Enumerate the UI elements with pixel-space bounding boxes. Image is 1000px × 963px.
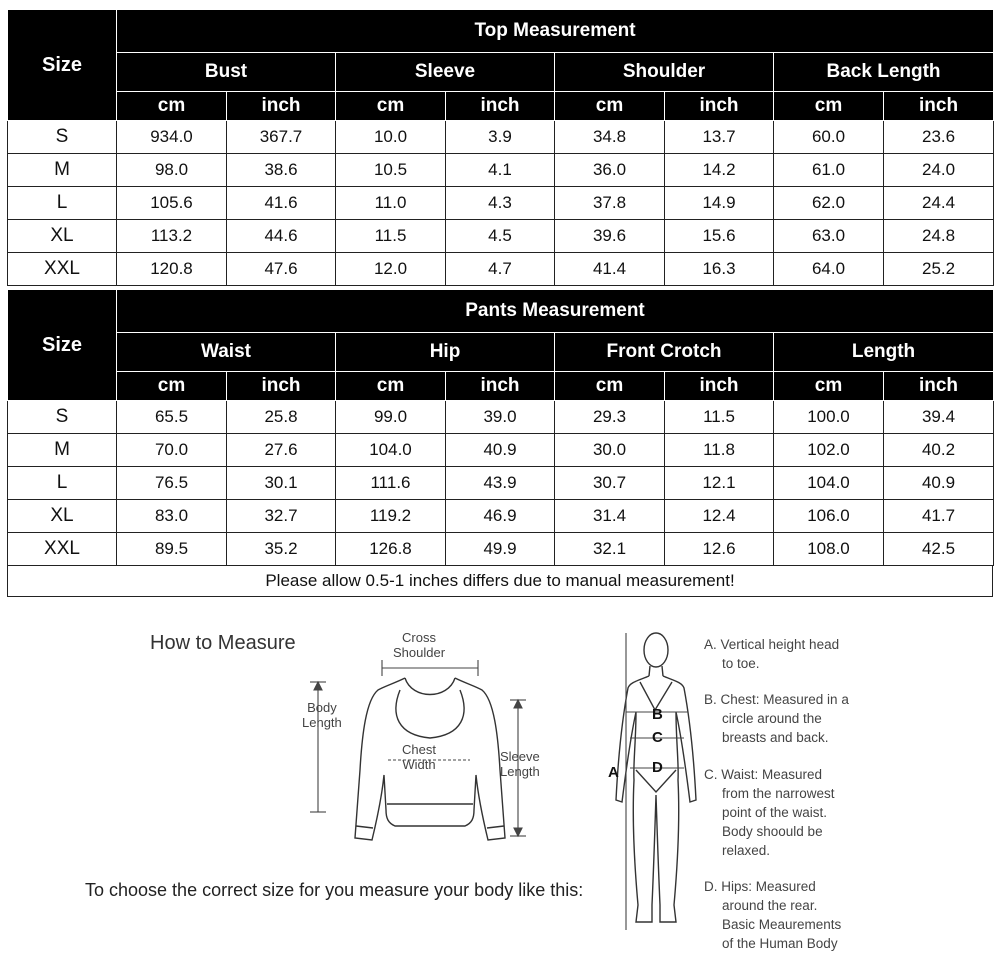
value-cell: 23.6 bbox=[884, 121, 994, 154]
value-cell: 46.9 bbox=[446, 500, 555, 533]
legend-d: D. Hips: Measured around the rear. Basic Meaurements of the Human Body bbox=[704, 879, 842, 951]
value-cell: 11.0 bbox=[336, 187, 446, 220]
value-cell: 63.0 bbox=[774, 220, 884, 253]
value-cell: 102.0 bbox=[774, 434, 884, 467]
value-cell: 41.4 bbox=[555, 253, 665, 286]
letter-c: C bbox=[652, 729, 663, 746]
letter-a: A bbox=[608, 764, 619, 781]
size-cell: XXL bbox=[8, 253, 117, 286]
unit-header-cm: cm bbox=[555, 92, 665, 121]
value-cell: 32.1 bbox=[555, 533, 665, 566]
value-cell: 14.9 bbox=[665, 187, 774, 220]
group-header: Bust bbox=[117, 53, 336, 92]
value-cell: 76.5 bbox=[117, 467, 227, 500]
value-cell: 61.0 bbox=[774, 154, 884, 187]
value-cell: 49.9 bbox=[446, 533, 555, 566]
value-cell: 40.2 bbox=[884, 434, 994, 467]
value-cell: 38.6 bbox=[227, 154, 336, 187]
unit-header-cm: cm bbox=[336, 372, 446, 401]
size-cell: M bbox=[8, 434, 117, 467]
unit-header-cm: cm bbox=[774, 372, 884, 401]
value-cell: 104.0 bbox=[336, 434, 446, 467]
group-header: Hip bbox=[336, 333, 555, 372]
value-cell: 65.5 bbox=[117, 401, 227, 434]
value-cell: 3.9 bbox=[446, 121, 555, 154]
sleeve-length-label: Sleeve Length bbox=[500, 749, 540, 779]
value-cell: 30.1 bbox=[227, 467, 336, 500]
value-cell: 39.6 bbox=[555, 220, 665, 253]
human-figure bbox=[616, 633, 696, 922]
unit-header-inch: inch bbox=[227, 92, 336, 121]
value-cell: 16.3 bbox=[665, 253, 774, 286]
measurement-note: Please allow 0.5-1 inches differs due to manual measurement! bbox=[7, 566, 993, 597]
value-cell: 34.8 bbox=[555, 121, 665, 154]
value-cell: 40.9 bbox=[446, 434, 555, 467]
letter-b: B bbox=[652, 706, 663, 723]
value-cell: 29.3 bbox=[555, 401, 665, 434]
value-cell: 4.5 bbox=[446, 220, 555, 253]
unit-header-inch: inch bbox=[884, 372, 994, 401]
value-cell: 106.0 bbox=[774, 500, 884, 533]
value-cell: 98.0 bbox=[117, 154, 227, 187]
value-cell: 99.0 bbox=[336, 401, 446, 434]
value-cell: 36.0 bbox=[555, 154, 665, 187]
unit-header-cm: cm bbox=[117, 372, 227, 401]
unit-header-cm: cm bbox=[774, 92, 884, 121]
value-cell: 100.0 bbox=[774, 401, 884, 434]
group-header: Waist bbox=[117, 333, 336, 372]
unit-header-cm: cm bbox=[336, 92, 446, 121]
value-cell: 14.2 bbox=[665, 154, 774, 187]
value-cell: 41.7 bbox=[884, 500, 994, 533]
value-cell: 12.1 bbox=[665, 467, 774, 500]
legend-b: B. Chest: Measured in a circle around the breasts and back. bbox=[704, 692, 849, 745]
size-cell: XL bbox=[8, 500, 117, 533]
value-cell: 367.7 bbox=[227, 121, 336, 154]
value-cell: 119.2 bbox=[336, 500, 446, 533]
value-cell: 44.6 bbox=[227, 220, 336, 253]
value-cell: 11.5 bbox=[336, 220, 446, 253]
sleeve-cuff-right bbox=[487, 826, 504, 828]
value-cell: 27.6 bbox=[227, 434, 336, 467]
size-cell: L bbox=[8, 467, 117, 500]
value-cell: 24.0 bbox=[884, 154, 994, 187]
how-to-measure-title: How to Measure bbox=[150, 632, 296, 654]
value-cell: 24.4 bbox=[884, 187, 994, 220]
unit-header-inch: inch bbox=[446, 372, 555, 401]
value-cell: 39.4 bbox=[884, 401, 994, 434]
legend-a: A. Vertical height head to toe. bbox=[704, 637, 840, 671]
value-cell: 62.0 bbox=[774, 187, 884, 220]
value-cell: 64.0 bbox=[774, 253, 884, 286]
group-header: Front Crotch bbox=[555, 333, 774, 372]
size-cell: L bbox=[8, 187, 117, 220]
unit-header-cm: cm bbox=[117, 92, 227, 121]
figure-head bbox=[644, 633, 668, 667]
size-cell: S bbox=[8, 401, 117, 434]
group-header: Length bbox=[774, 333, 994, 372]
size-header: Size bbox=[8, 290, 117, 401]
legend-c: C. Waist: Measured from the narrowest point of the waist. Body shoould be relaxed. bbox=[704, 767, 835, 858]
value-cell: 31.4 bbox=[555, 500, 665, 533]
group-header: Sleeve bbox=[336, 53, 555, 92]
value-cell: 42.5 bbox=[884, 533, 994, 566]
value-cell: 11.8 bbox=[665, 434, 774, 467]
value-cell: 11.5 bbox=[665, 401, 774, 434]
value-cell: 47.6 bbox=[227, 253, 336, 286]
value-cell: 113.2 bbox=[117, 220, 227, 253]
value-cell: 30.0 bbox=[555, 434, 665, 467]
value-cell: 39.0 bbox=[446, 401, 555, 434]
unit-header-inch: inch bbox=[665, 92, 774, 121]
value-cell: 105.6 bbox=[117, 187, 227, 220]
value-cell: 89.5 bbox=[117, 533, 227, 566]
unit-header-inch: inch bbox=[884, 92, 994, 121]
value-cell: 104.0 bbox=[774, 467, 884, 500]
sweater-neckline bbox=[405, 678, 455, 695]
value-cell: 24.8 bbox=[884, 220, 994, 253]
value-cell: 32.7 bbox=[227, 500, 336, 533]
body-length-label: Body Length bbox=[302, 700, 342, 730]
letter-d: D bbox=[652, 759, 663, 776]
value-cell: 12.0 bbox=[336, 253, 446, 286]
value-cell: 120.8 bbox=[117, 253, 227, 286]
value-cell: 10.0 bbox=[336, 121, 446, 154]
value-cell: 43.9 bbox=[446, 467, 555, 500]
size-header: Size bbox=[8, 10, 117, 121]
unit-header-inch: inch bbox=[446, 92, 555, 121]
value-cell: 40.9 bbox=[884, 467, 994, 500]
value-cell: 30.7 bbox=[555, 467, 665, 500]
cross-shoulder-label: Cross Shoulder bbox=[393, 630, 446, 660]
value-cell: 25.8 bbox=[227, 401, 336, 434]
value-cell: 12.6 bbox=[665, 533, 774, 566]
sweater-hood bbox=[396, 690, 464, 738]
value-cell: 108.0 bbox=[774, 533, 884, 566]
value-cell: 934.0 bbox=[117, 121, 227, 154]
value-cell: 60.0 bbox=[774, 121, 884, 154]
group-header: Back Length bbox=[774, 53, 994, 92]
unit-header-inch: inch bbox=[665, 372, 774, 401]
value-cell: 35.2 bbox=[227, 533, 336, 566]
size-cell: XL bbox=[8, 220, 117, 253]
value-cell: 13.7 bbox=[665, 121, 774, 154]
value-cell: 12.4 bbox=[665, 500, 774, 533]
value-cell: 83.0 bbox=[117, 500, 227, 533]
value-cell: 37.8 bbox=[555, 187, 665, 220]
group-header: Shoulder bbox=[555, 53, 774, 92]
value-cell: 15.6 bbox=[665, 220, 774, 253]
sleeve-cuff-left bbox=[356, 826, 373, 828]
value-cell: 4.1 bbox=[446, 154, 555, 187]
chest-width-label: Chest Width bbox=[402, 742, 436, 772]
size-cell: S bbox=[8, 121, 117, 154]
value-cell: 111.6 bbox=[336, 467, 446, 500]
value-cell: 41.6 bbox=[227, 187, 336, 220]
size-cell: M bbox=[8, 154, 117, 187]
table-title: Pants Measurement bbox=[117, 290, 994, 333]
value-cell: 70.0 bbox=[117, 434, 227, 467]
value-cell: 126.8 bbox=[336, 533, 446, 566]
size-cell: XXL bbox=[8, 533, 117, 566]
value-cell: 4.3 bbox=[446, 187, 555, 220]
instruction-text: To choose the correct size for you measure your body like this: bbox=[85, 880, 584, 900]
value-cell: 4.7 bbox=[446, 253, 555, 286]
value-cell: 25.2 bbox=[884, 253, 994, 286]
table-title: Top Measurement bbox=[117, 10, 994, 53]
value-cell: 10.5 bbox=[336, 154, 446, 187]
unit-header-inch: inch bbox=[227, 372, 336, 401]
unit-header-cm: cm bbox=[555, 372, 665, 401]
